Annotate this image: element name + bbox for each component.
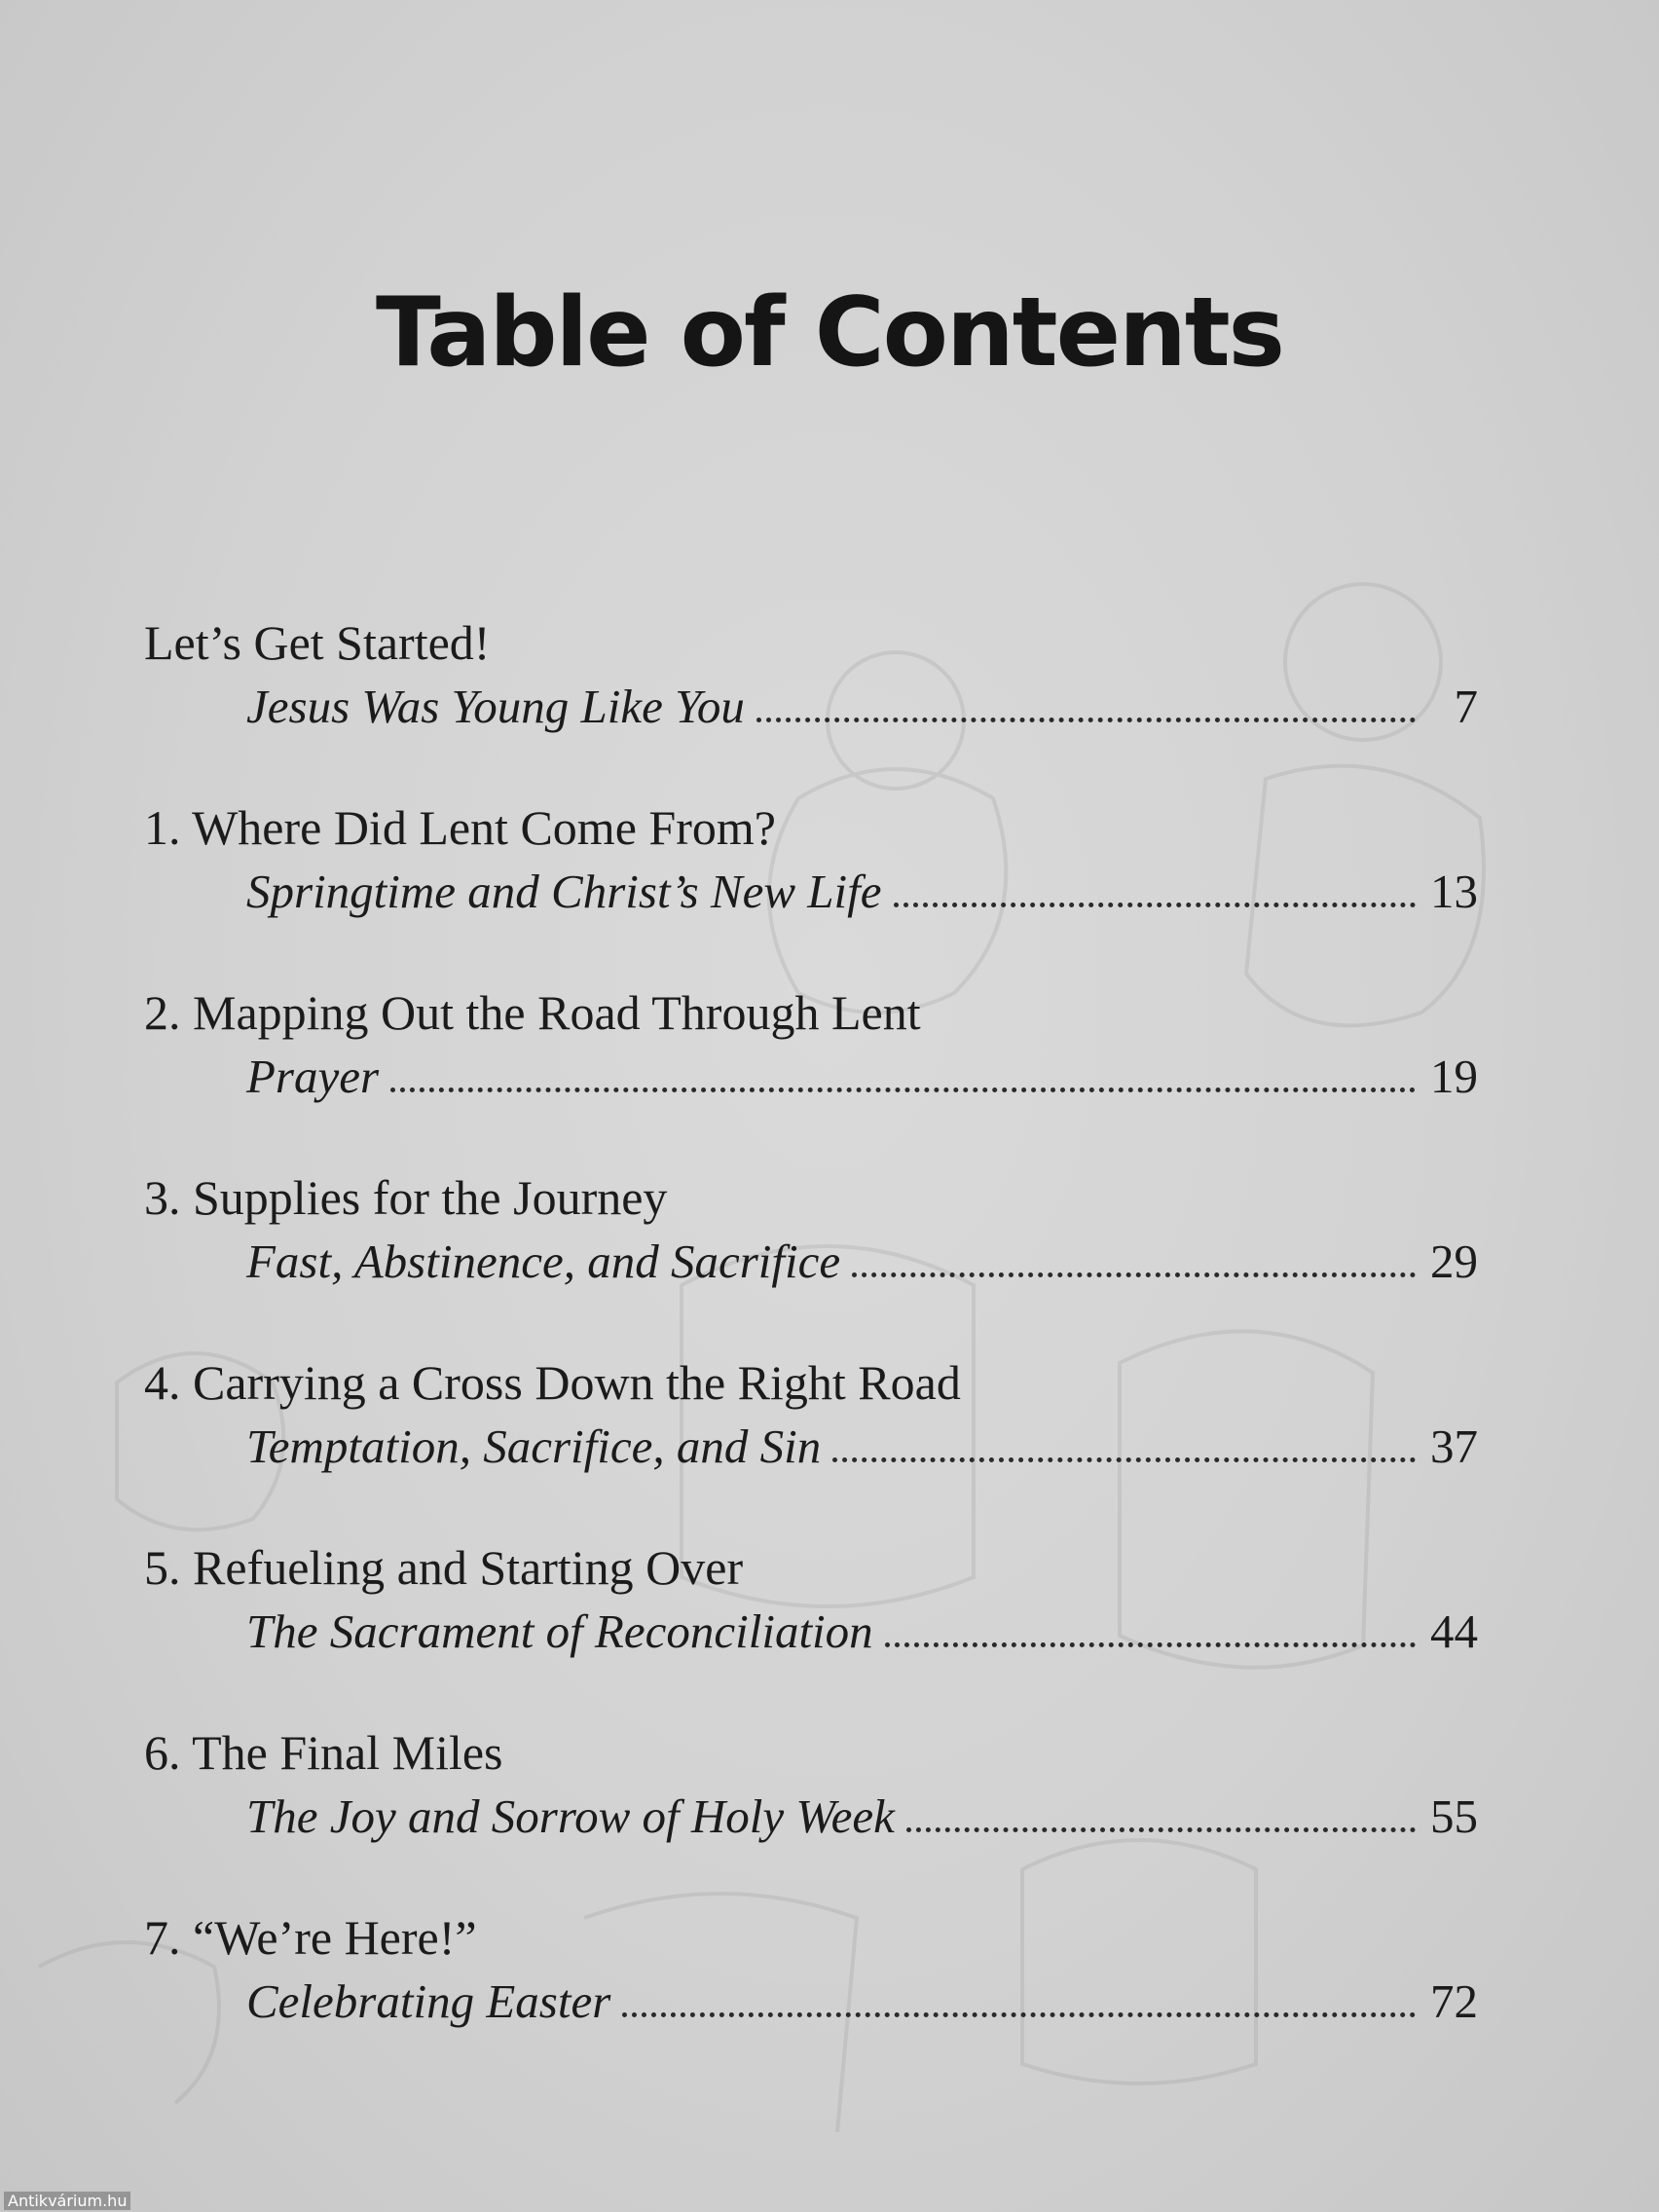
toc-chapter-heading: 3. Supplies for the Journey: [144, 1170, 668, 1225]
toc-chapter-heading: Let’s Get Started!: [144, 615, 491, 670]
page-title: Table of Contents: [375, 277, 1284, 388]
toc-subtitle-row: [246, 861, 1478, 923]
toc-page-number: 55: [1430, 1789, 1478, 1843]
toc-entry: [144, 981, 1488, 1166]
toc-entry: [144, 1906, 1488, 2091]
toc-subtitle-row: [246, 1231, 1478, 1293]
toc-entry: [144, 1351, 1488, 1536]
toc-page-number: 7: [1454, 680, 1478, 733]
toc-entry: [144, 1721, 1488, 1906]
toc-subtitle: Fast, Abstinence, and Sacrifice: [246, 1235, 841, 1288]
toc-subtitle-row: [246, 1786, 1478, 1848]
toc-subtitle: The Sacrament of Reconciliation: [246, 1604, 873, 1658]
toc-page-number: 13: [1430, 865, 1478, 918]
toc-subtitle: Celebrating Easter: [246, 1974, 611, 2028]
toc-entry: [144, 1166, 1488, 1351]
table-of-contents: [144, 611, 1488, 2091]
toc-subtitle-row: [246, 1416, 1478, 1478]
toc-subtitle: Springtime and Christ’s New Life: [246, 865, 882, 918]
toc-chapter-heading: 7. “We’re Here!”: [144, 1910, 477, 1965]
toc-subtitle: Temptation, Sacrifice, and Sin: [246, 1419, 822, 1473]
dot-leader: [622, 2012, 1416, 2017]
toc-page-number: 72: [1430, 1974, 1478, 2028]
toc-subtitle-row: [246, 1971, 1478, 2033]
dot-leader: [852, 1272, 1416, 1277]
toc-chapter-heading: 6. The Final Miles: [144, 1725, 503, 1780]
toc-subtitle: Jesus Was Young Like You: [246, 680, 745, 733]
toc-subtitle-row: [246, 676, 1478, 738]
toc-subtitle-row: [246, 1046, 1478, 1108]
dot-leader: [894, 903, 1416, 907]
dot-leader: [390, 1088, 1416, 1092]
toc-chapter-heading: 4. Carrying a Cross Down the Right Road: [144, 1355, 961, 1410]
toc-subtitle-row: [246, 1601, 1478, 1663]
toc-page-number: 29: [1430, 1235, 1478, 1288]
dot-leader: [756, 718, 1416, 722]
toc-chapter-heading: 5. Refueling and Starting Over: [144, 1540, 744, 1595]
dot-leader: [832, 1457, 1416, 1462]
toc-chapter-heading: 1. Where Did Lent Come From?: [144, 800, 776, 855]
toc-entry: [144, 796, 1488, 981]
toc-page-number: 44: [1430, 1604, 1478, 1658]
dot-leader: [906, 1827, 1416, 1832]
dot-leader: [885, 1642, 1416, 1647]
toc-page-number: 19: [1430, 1050, 1478, 1103]
toc-entry: [144, 611, 1488, 796]
toc-subtitle: The Joy and Sorrow of Holy Week: [246, 1789, 895, 1843]
toc-page-number: 37: [1430, 1419, 1478, 1473]
watermark-credit: Antikvárium.hu: [4, 2192, 130, 2210]
toc-subtitle: Prayer: [246, 1050, 380, 1103]
toc-entry: [144, 1536, 1488, 1721]
toc-chapter-heading: 2. Mapping Out the Road Through Lent: [144, 985, 921, 1040]
